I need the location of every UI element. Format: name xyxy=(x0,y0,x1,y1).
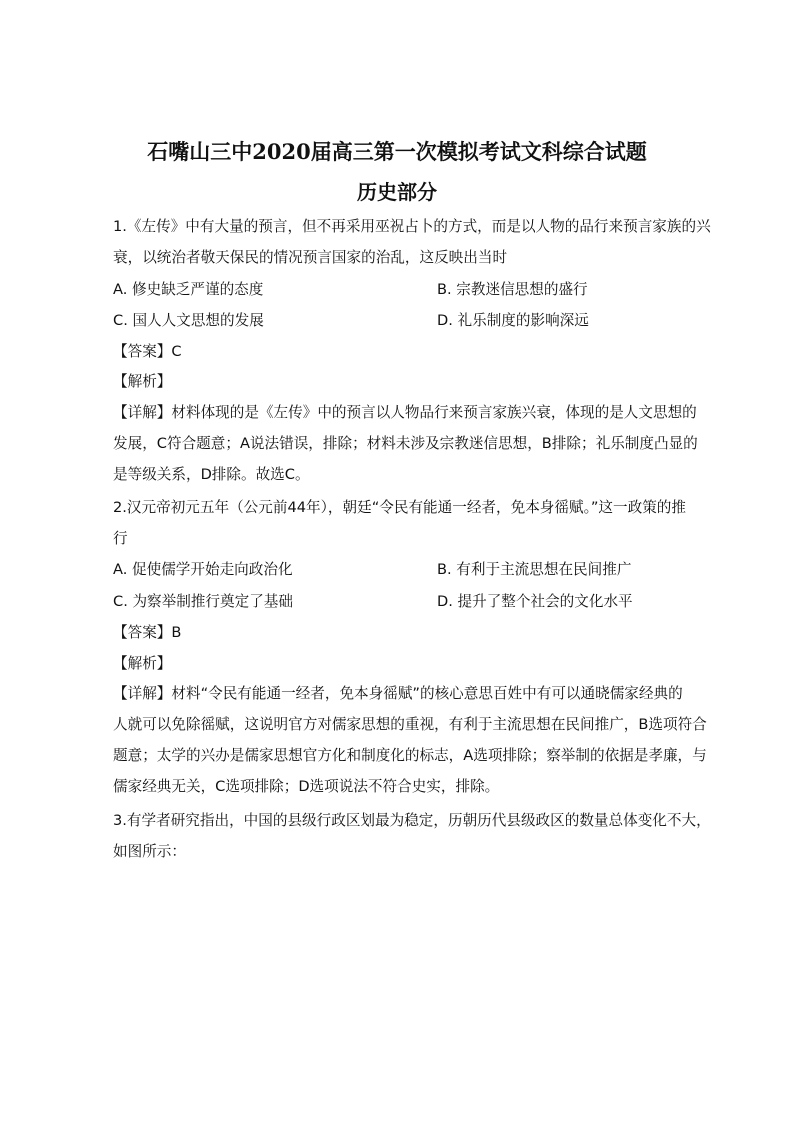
q2-analysis-label: 【解析】 xyxy=(113,655,172,672)
q1-detail-line-3: 是等级关系，D排除。故选C。 xyxy=(113,466,310,483)
q1-detail-line-1: 【详解】材料体现的是《左传》中的预言以人物品行来预言家族兴衰，体现的是人文思想的 xyxy=(113,404,697,421)
q1-option-a: A. 修史缺乏严谨的态度 xyxy=(113,281,264,298)
q2-stem-line-1: 2.汉元帝初元五年（公元前44年），朝廷“令民有能通一经者，免本身徭赋。”这一政策的推 xyxy=(113,499,686,516)
q2-detail-line-4: 儒家经典无关，C选项排除；D选项说法不符合史实，排除。 xyxy=(113,778,500,795)
q1-detail-line-2: 发展，C符合题意；A说法错误，排除；材料未涉及宗教迷信思想，B排除；礼乐制度凸显的 xyxy=(113,435,698,452)
q2-detail-line-2: 人就可以免除徭赋，这说明官方对儒家思想的重视，有利于主流思想在民间推广，B选项符合 xyxy=(113,716,707,733)
q1-option-d: D. 礼乐制度的影响深远 xyxy=(437,312,589,329)
page-title: 石嘴山三中2020届高三第一次模拟考试文科综合试题 xyxy=(147,139,647,164)
q2-option-d: D. 提升了整个社会的文化水平 xyxy=(437,593,633,610)
page-subtitle: 历史部分 xyxy=(357,180,437,204)
q2-option-a: A. 促使儒学开始走向政治化 xyxy=(113,561,293,578)
q1-stem-line-2: 衰，以统治者敬天保民的情况预言国家的治乱，这反映出当时 xyxy=(113,249,508,266)
q1-analysis-label: 【解析】 xyxy=(113,373,172,390)
q2-option-c: C. 为察举制推行奠定了基础 xyxy=(113,593,294,610)
q2-stem-line-2: 行 xyxy=(113,530,128,547)
q3-stem-line-1: 3.有学者研究指出，中国的县级行政区划最为稳定，历朝历代县级政区的数量总体变化不大， xyxy=(113,812,711,829)
q2-detail-line-1: 【详解】材料“令民有能通一经者，免本身徭赋”的核心意思百姓中有可以通晓儒家经典的 xyxy=(113,685,683,702)
q1-answer: 【答案】C xyxy=(113,343,182,360)
q1-option-c: C. 国人人文思想的发展 xyxy=(113,312,264,329)
q2-option-b: B. 有利于主流思想在民间推广 xyxy=(437,561,632,578)
q2-detail-line-3: 题意；太学的兴办是儒家思想官方化和制度化的标志，A选项排除；察举制的依据是孝廉，与 xyxy=(113,747,707,764)
q1-stem-line-1: 1.《左传》中有大量的预言，但不再采用巫祝占卜的方式，而是以人物的品行来预言家族的兴 xyxy=(113,218,711,235)
q1-option-b: B. 宗教迷信思想的盛行 xyxy=(437,281,588,298)
q2-answer: 【答案】B xyxy=(113,624,182,641)
q3-stem-line-2: 如图所示： xyxy=(113,843,186,860)
